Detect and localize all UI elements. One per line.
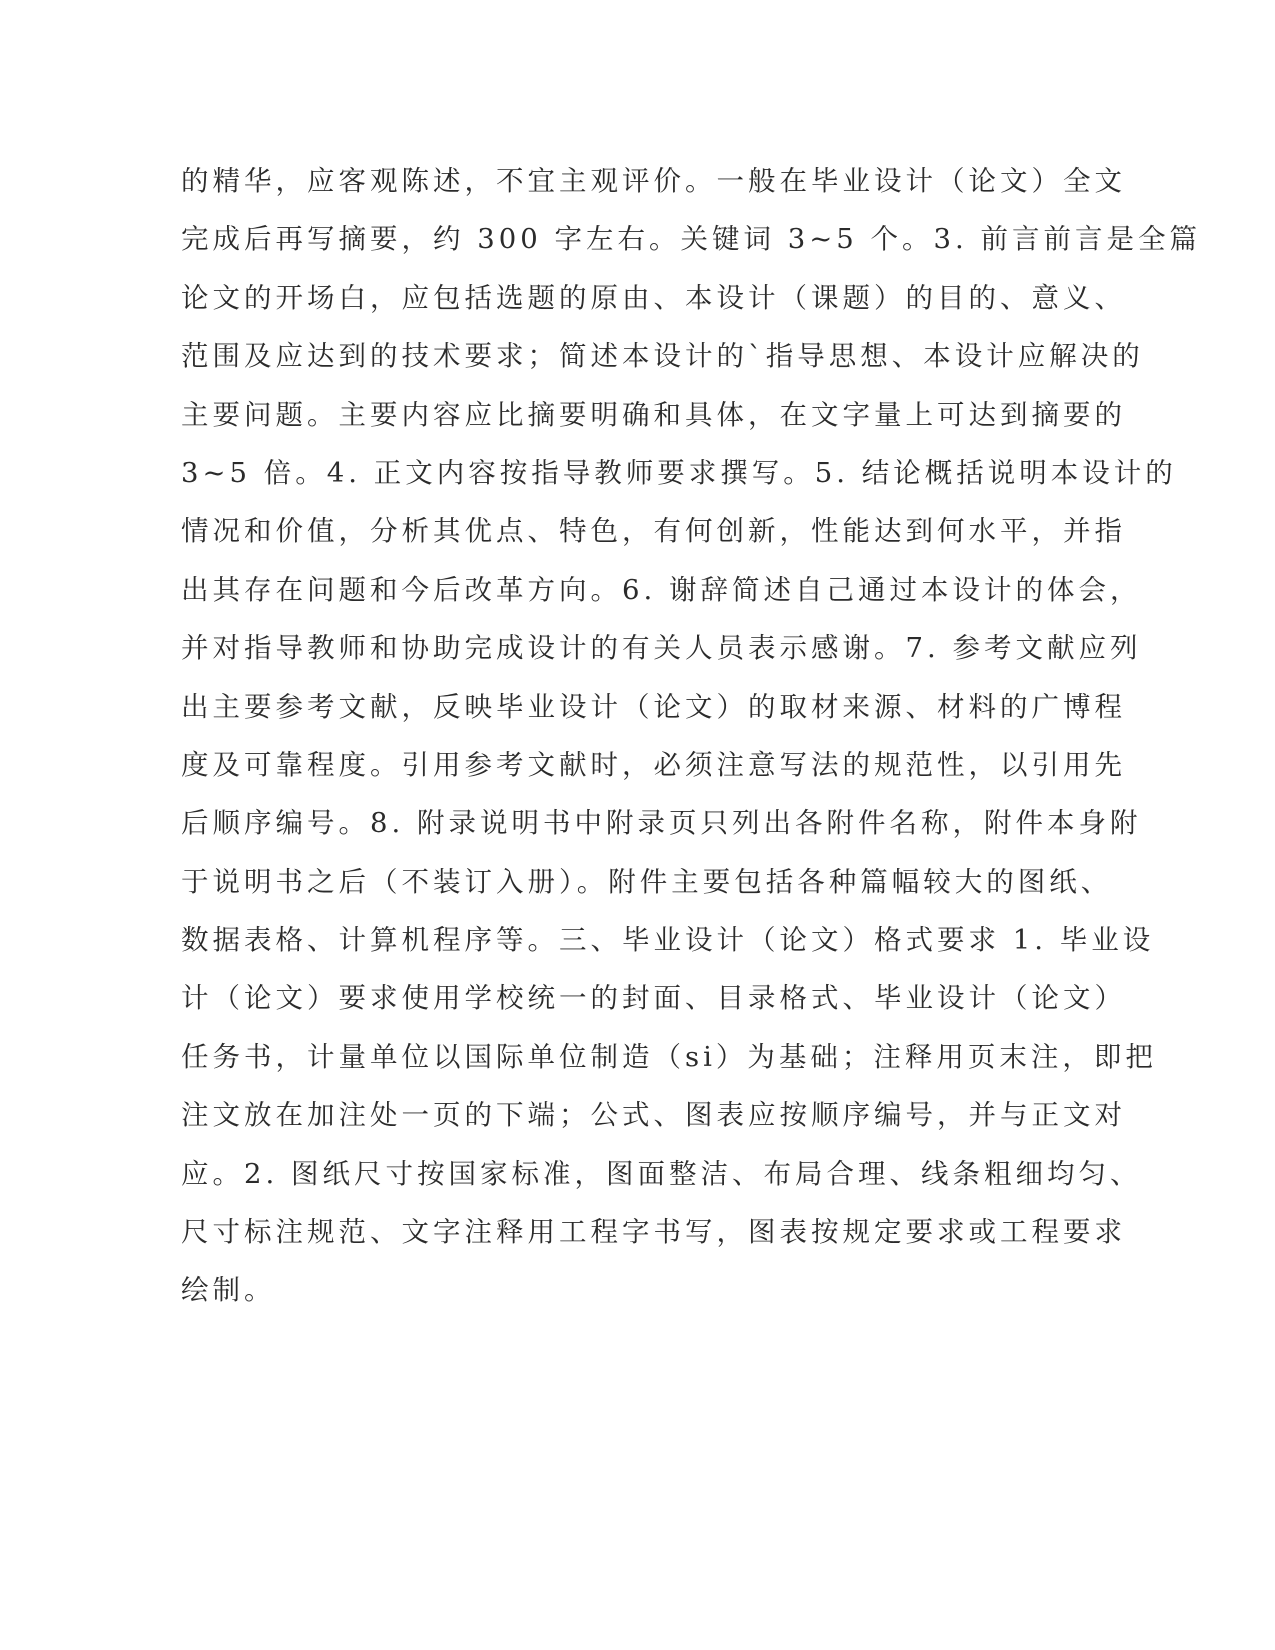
text-line: 论文的开场白，应包括选题的原由、本设计（课题）的目的、意义、 [181,281,1126,314]
text-line: 范围及应达到的技术要求；简述本设计的`指导思想、本设计应解决的 [181,340,1144,373]
text-line: 出其存在问题和今后改革方向。6. 谢辞简述自己通过本设计的体会， [181,573,1142,606]
text-line: 应。2. 图纸尺寸按国家标准，图面整洁、布局合理、线条粗细均匀、 [181,1157,1142,1190]
text-line: 情况和价值，分析其优点、特色，有何创新，性能达到何水平，并指 [181,515,1126,548]
text-line: 绘制。 [181,1274,276,1307]
text-line: 主要问题。主要内容应比摘要明确和具体，在文字量上可达到摘要的 [181,398,1126,431]
text-line: 完成后再写摘要，约 300 字左右。关键词 3~5 个。3. 前言前言是全篇 [181,223,1201,256]
text-line: 后顺序编号。8. 附录说明书中附录页只列出各附件名称，附件本身附 [181,807,1142,840]
text-line: 任务书，计量单位以国际单位制造（si）为基础；注释用页末注，即把 [181,1040,1157,1073]
text-line: 尺寸标注规范、文字注释用工程字书写，图表按规定要求或工程要求 [181,1216,1126,1249]
text-line: 并对指导教师和协助完成设计的有关人员表示感谢。7. 参考文献应列 [181,632,1142,665]
body-text [181,159,1201,1327]
text-line: 数据表格、计算机程序等。三、毕业设计（论文）格式要求 1. 毕业设 [181,924,1155,957]
text-line: 出主要参考文献，反映毕业设计（论文）的取材来源、材料的广博程 [181,690,1126,723]
text-line: 度及可靠程度。引用参考文献时，必须注意写法的规范性，以引用先 [181,748,1126,781]
text-line: 于说明书之后（不装订入册）。附件主要包括各种篇幅较大的图纸、 [181,865,1113,898]
text-line: 注文放在加注处一页的下端；公式、图表应按顺序编号，并与正文对 [181,1099,1126,1132]
text-line: 计（论文）要求使用学校统一的封面、目录格式、毕业设计（论文） [181,982,1126,1015]
text-line: 的精华，应客观陈述，不宜主观评价。一般在毕业设计（论文）全文 [181,165,1126,197]
text-line: 3~5 倍。4. 正文内容按指导教师要求撰写。5. 结论概括说明本设计的 [181,456,1177,489]
